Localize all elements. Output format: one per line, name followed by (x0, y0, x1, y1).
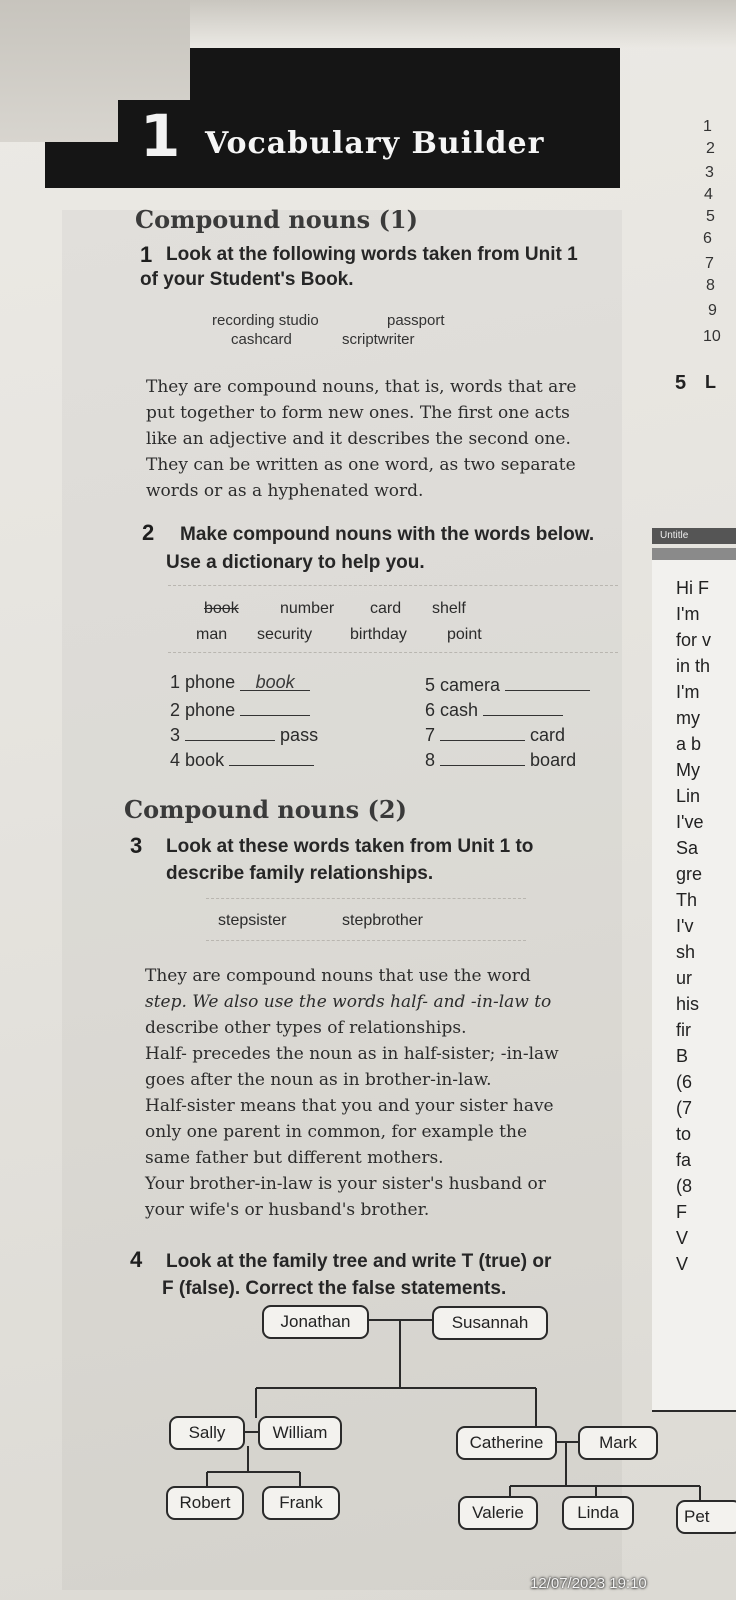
margin-number: 9 (708, 302, 717, 319)
exercise-2-instruction-line1: Make compound nouns with the words below. (180, 524, 595, 545)
margin-text: sh (676, 942, 696, 962)
tree-node-catherine: Catherine (456, 1426, 557, 1460)
margin-text: (8 (676, 1176, 693, 1196)
exercise-1-instruction-line2: of your Student's Book. (140, 269, 354, 290)
margin-text: for v (676, 630, 712, 650)
exercise-4-number: 4 (130, 1247, 143, 1272)
exercise-4-instruction-line1: Look at the family tree and write T (true) or (166, 1251, 552, 1272)
margin-text: V (676, 1254, 689, 1274)
tree-node-sally: Sally (169, 1416, 245, 1450)
margin-number: 1 (703, 118, 712, 135)
margin-text: My (676, 760, 700, 780)
tree-node-jonathan: Jonathan (262, 1305, 369, 1339)
explanation-1-line: words or as a hyphenated word. (146, 481, 424, 501)
word-stepbrother: stepbrother (342, 912, 423, 929)
explanation-2-line: Your brother-in-law is your sister's husband or (145, 1174, 546, 1194)
explanation-2-line: Half- precedes the noun as in half-sister; -in-law (145, 1044, 559, 1064)
margin-text: to (676, 1124, 692, 1144)
margin-box-label: Untitle (660, 530, 689, 541)
margin-number: 8 (706, 277, 715, 294)
tree-node-valerie: Valerie (458, 1496, 538, 1530)
word-recording-studio: recording studio (212, 312, 319, 329)
margin-text: in th (676, 656, 711, 676)
list-item: 3 pass (170, 722, 318, 746)
explanation-2-line: describe other types of relationships. (145, 1018, 467, 1038)
word-stepsister: stepsister (218, 912, 287, 929)
explanation-2-line: only one parent in common, for example the (145, 1122, 528, 1142)
margin-text: I'm (676, 604, 700, 624)
word-card: card (370, 600, 402, 617)
margin-text: Th (676, 890, 698, 910)
photo-timestamp: 12/07/2023 19:10 (530, 1575, 647, 1592)
explanation-1-line: They are compound nouns, that is, words that are (146, 377, 577, 397)
margin-box-band (652, 548, 736, 560)
margin-text: ur (676, 968, 693, 988)
margin-text: B (676, 1046, 689, 1066)
margin-text: F (676, 1202, 687, 1222)
word-cashcard: cashcard (231, 331, 292, 348)
exercise-3-number: 3 (130, 833, 143, 858)
unit-number: 1 (140, 102, 181, 170)
margin-text: (6 (676, 1072, 693, 1092)
list-item: 1 phone book (170, 672, 310, 693)
explanation-2-line: same father but different mothers. (145, 1148, 444, 1168)
margin-number: 5 (706, 208, 715, 225)
margin-number: 10 (703, 328, 721, 345)
list-item: 8 board (425, 747, 576, 771)
margin-text: fa (676, 1150, 692, 1170)
margin-text: Lin (676, 786, 701, 806)
margin-text: fir (676, 1020, 691, 1040)
margin-text: I'm (676, 682, 700, 702)
explanation-1-line: like an adjective and it describes the second one. (146, 429, 571, 449)
word-number: number (280, 600, 335, 617)
margin-text: his (676, 994, 700, 1014)
section-title-compound-nouns-2: Compound nouns (2) (124, 795, 407, 824)
margin-text: I'v (676, 916, 694, 936)
margin-divider (652, 1410, 736, 1412)
margin-number: 3 (705, 164, 714, 181)
tree-node-susannah: Susannah (432, 1306, 548, 1340)
word-man: man (196, 626, 228, 643)
margin-text: I've (676, 812, 704, 832)
list-item: 6 cash (425, 697, 563, 721)
answer-blank[interactable]: book (240, 672, 310, 691)
margin-text: a b (676, 734, 702, 754)
list-item: 7 card (425, 722, 565, 746)
explanation-1-line: put together to form new ones. The first one acts (146, 403, 570, 423)
tree-node-linda: Linda (562, 1496, 634, 1530)
margin-exercise-letter: L (705, 372, 716, 392)
exercise-2-instruction-line2: Use a dictionary to help you. (166, 552, 425, 573)
tree-node-william: William (258, 1416, 342, 1450)
word-point: point (447, 626, 482, 643)
explanation-1-line: They can be written as one word, as two separate (146, 455, 576, 475)
margin-number: 4 (704, 186, 713, 203)
exercise-1-number: 1 (140, 242, 153, 267)
tree-node-mark: Mark (578, 1426, 658, 1460)
section-title-compound-nouns-1: Compound nouns (1) (135, 205, 418, 234)
list-item: 4 book (170, 747, 314, 771)
exercise-2-number: 2 (142, 520, 155, 545)
margin-number: 6 (703, 230, 712, 247)
word-book-crossed: book (204, 600, 239, 617)
explanation-2-line: your wife's or husband's brother. (145, 1200, 430, 1220)
page-title: Vocabulary Builder (205, 126, 545, 161)
margin-text: gre (676, 864, 703, 884)
margin-text: Sa (676, 838, 699, 858)
word-birthday: birthday (350, 626, 407, 643)
explanation-2-line: Half-sister means that you and your sister have (145, 1096, 554, 1116)
tree-node-robert: Robert (166, 1486, 244, 1520)
margin-text: Hi F (676, 578, 709, 598)
word-passport: passport (387, 312, 445, 329)
margin-text: (7 (676, 1098, 693, 1118)
tree-node-pet: Pet (676, 1500, 736, 1534)
word-security: security (257, 626, 313, 643)
explanation-2-line: goes after the noun as in brother-in-law. (145, 1070, 492, 1090)
margin-exercise-number: 5 (675, 372, 687, 394)
exercise-1-instruction-line1: Look at the following words taken from Unit 1 (166, 244, 578, 265)
list-item: 2 phone (170, 697, 310, 721)
margin-text: my (676, 708, 700, 728)
margin-text: V (676, 1228, 689, 1248)
explanation-2-line: They are compound nouns that use the word (145, 966, 531, 986)
word-scriptwriter: scriptwriter (342, 331, 415, 348)
margin-number: 7 (705, 255, 714, 272)
margin-number: 2 (706, 140, 715, 157)
word-shelf: shelf (432, 600, 466, 617)
explanation-2-line: step. We also use the words half- and -in-law to (145, 992, 552, 1012)
exercise-4-instruction-line2: F (false). Correct the false statements. (162, 1278, 507, 1299)
exercise-3-instruction-line2: describe family relationships. (166, 863, 434, 884)
exercise-3-instruction-line1: Look at these words taken from Unit 1 to (166, 836, 534, 857)
tree-node-frank: Frank (262, 1486, 340, 1520)
list-item: 5 camera (425, 672, 590, 696)
